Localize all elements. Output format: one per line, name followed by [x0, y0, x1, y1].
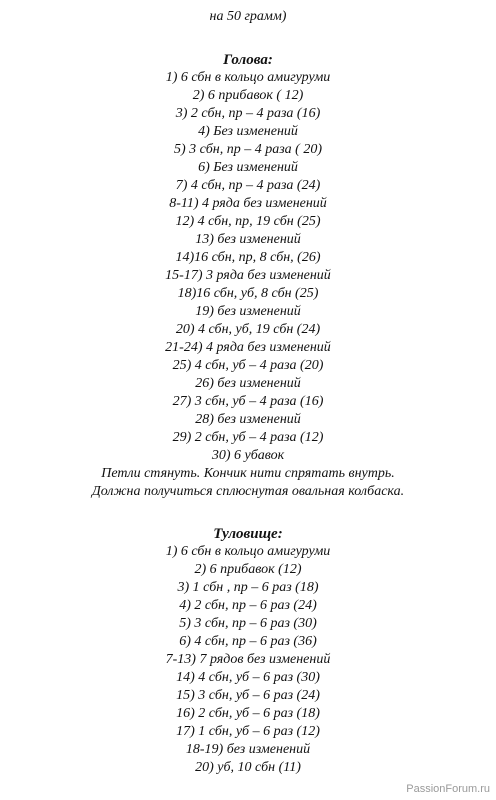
body-row: 20) уб, 10 сбн (11)	[195, 760, 301, 775]
head-row: 14)16 сбн, пр, 8 сбн, (26)	[175, 250, 321, 265]
head-row: 28) без изменений	[195, 412, 301, 427]
head-note: Петли стянуть. Кончик нити спрятать внутрь.	[101, 466, 395, 481]
body-row: 4) 2 сбн, пр – 6 раз (24)	[179, 598, 317, 613]
head-row: 4) Без изменений	[198, 124, 298, 139]
head-row: 13) без изменений	[195, 232, 301, 247]
head-row: 27) 3 сбн, уб – 4 раза (16)	[172, 394, 324, 409]
body-row: 2) 6 прибавок (12)	[194, 562, 302, 577]
head-row: 21-24) 4 ряда без изменений	[165, 340, 331, 355]
head-row: 29) 2 сбн, уб – 4 раза (12)	[172, 430, 324, 445]
head-row: 7) 4 сбн, пр – 4 раза (24)	[175, 178, 321, 193]
body-row: 3) 1 сбн , пр – 6 раз (18)	[177, 580, 319, 595]
head-row: 1) 6 сбн в кольцо амигуруми	[165, 70, 331, 85]
head-row: 5) 3 сбн, пр – 4 раза ( 20)	[174, 142, 322, 157]
body-row: 6) 4 сбн, пр – 6 раз (36)	[179, 634, 317, 649]
head-row: 2) 6 прибавок ( 12)	[192, 88, 304, 103]
intro-text: на 50 грамм)	[209, 9, 287, 24]
body-row: 5) 3 сбн, пр – 6 раз (30)	[179, 616, 317, 631]
body-row: 17) 1 сбн, уб – 6 раз (12)	[176, 724, 320, 739]
head-row: 26) без изменений	[195, 376, 301, 391]
body-row: 7-13) 7 рядов без изменений	[165, 652, 331, 667]
watermark: PassionForum.ru	[406, 783, 490, 795]
body-row: 14) 4 сбн, уб – 6 раз (30)	[176, 670, 320, 685]
body-row: 18-19) без изменений	[185, 742, 311, 757]
head-row: 20) 4 сбн, уб, 19 сбн (24)	[175, 322, 321, 337]
head-row: 19) без изменений	[195, 304, 301, 319]
head-row: 25) 4 сбн, уб – 4 раза (20)	[172, 358, 324, 373]
body-row: 16) 2 сбн, уб – 6 раз (18)	[176, 706, 320, 721]
head-row: 30) 6 убавок	[211, 448, 285, 463]
body-row: 15) 3 сбн, уб – 6 раз (24)	[176, 688, 320, 703]
section-title-head: Голова:	[223, 52, 273, 68]
head-row: 12) 4 сбн, пр, 19 сбн (25)	[175, 214, 321, 229]
section-title-body: Туловище:	[213, 526, 283, 542]
head-row: 6) Без изменений	[198, 160, 298, 175]
head-note: Должна получиться сплюснутая овальная колбаска.	[91, 484, 405, 499]
head-row: 8-11) 4 ряда без изменений	[169, 196, 327, 211]
body-row: 1) 6 сбн в кольцо амигуруми	[165, 544, 331, 559]
head-row: 18)16 сбн, уб, 8 сбн (25)	[177, 286, 319, 301]
head-row: 15-17) 3 ряда без изменений	[165, 268, 331, 283]
head-row: 3) 2 сбн, пр – 4 раза (16)	[175, 106, 321, 121]
